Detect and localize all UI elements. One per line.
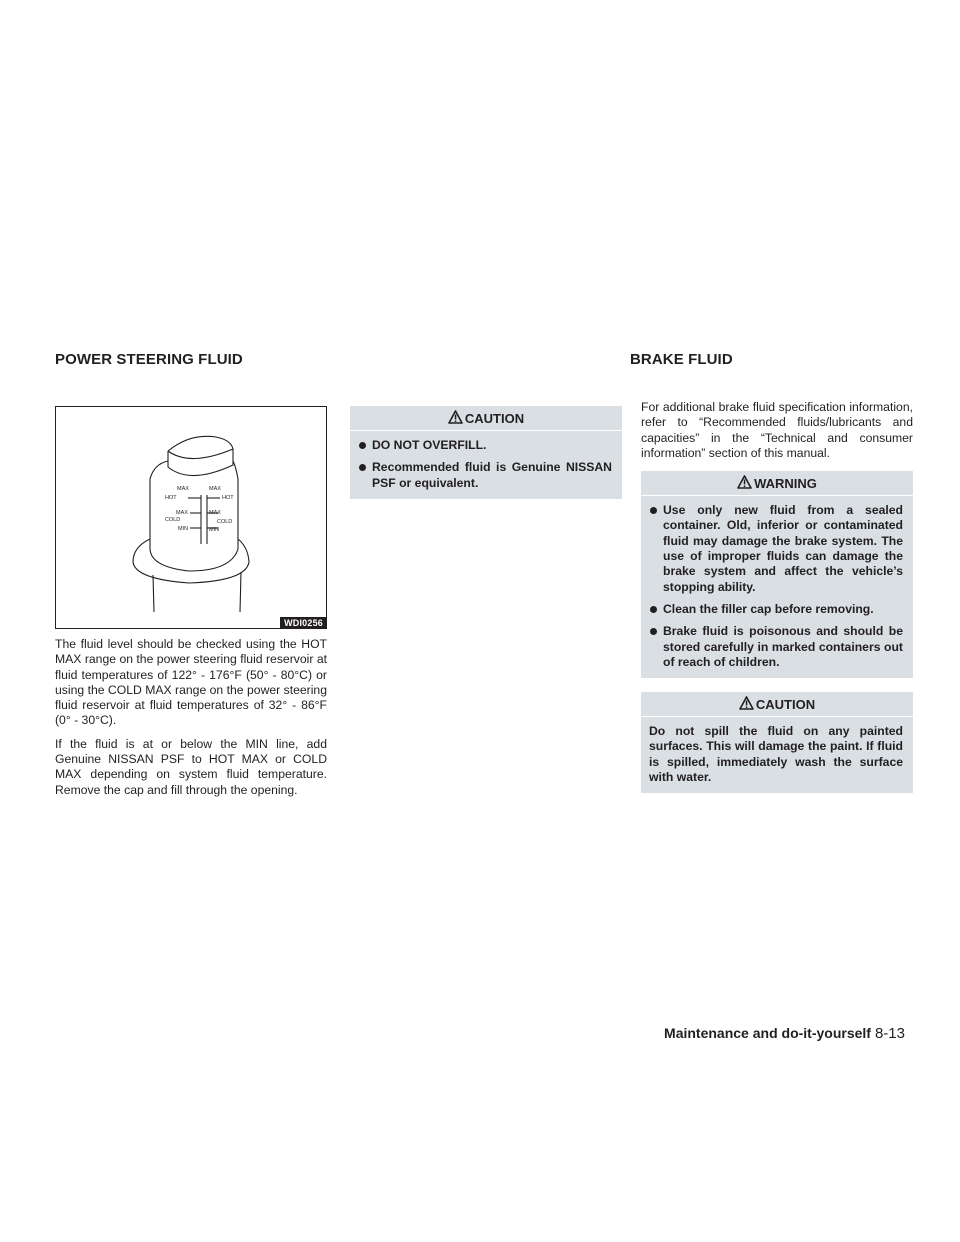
power-steering-caution-column [350,406,622,499]
page-footer [664,1025,905,1042]
power-steering-caution-box [350,406,622,499]
label-left-max-top: MAX [177,486,189,492]
brake-fluid-warning-box [641,471,913,678]
warning-triangle-icon [737,475,752,489]
caution-item: DO NOT OVERFILL. [358,438,612,453]
warning-item: Use only new fluid from a sealed container. Old, inferior or contaminated fluid may damage the brake system. The use of improper fluids can damage the brake system and affect the vehicle’s stopping ability. [649,503,903,595]
brake-fluid-heading: BRAKE FLUID [630,351,733,368]
brake-fluid-intro: For additional brake fluid specification information, refer to “Recommended fluids/lubricants and capacities” in the “Technical and consumer information” section of this manual. [641,400,913,460]
label-left-max: MAX [176,510,188,516]
label-left-cold: COLD [165,517,181,523]
figure-code: WDI0256 [280,617,326,628]
caution-item: Recommended fluid is Genuine NISSAN PSF or equivalent. [358,460,612,491]
reservoir-drawing [56,407,326,628]
brake-fluid-column [641,400,913,793]
label-left-hot: HOT [165,495,177,501]
power-steering-fluid-heading: POWER STEERING FLUID [55,351,243,368]
warning-triangle-icon [739,696,754,710]
label-right-max-top: MAX [209,486,221,492]
warning-body [641,496,913,678]
power-steering-paragraph-2: If the fluid is at or below the MIN line, add Genuine NISSAN PSF to HOT MAX or COLD MAX depending on system fluid temperature. Remove the cap and fill through the opening. [55,736,327,797]
label-right-cold: COLD [217,519,233,525]
label-left-min: MIN [178,526,189,532]
warning-triangle-icon [448,410,463,424]
caution-text: Do not spill the fluid on any painted surfaces. This will damage the paint. If fluid is spilled, immediately wash the surface with water. [649,724,903,785]
power-steering-column [55,406,327,798]
caution-title [641,692,913,717]
page-number: 8-13 [874,1025,905,1042]
brake-fluid-caution-box [641,692,913,793]
reservoir-illustration [55,406,327,629]
label-right-min: MIN [209,527,220,533]
power-steering-paragraph-1: The fluid level should be checked using the HOT MAX range on the power steering fluid reservoir at fluid temperatures of 122° - 176°F (50° - 80°C) or using the COLD MAX range on the power steering fluid reservoir at fluid temperatures of 32° - 86°F (0° - 30°C). [55,637,327,728]
caution-title-text: CAUTION [464,410,525,426]
warning-title [641,471,913,496]
caution-body [350,431,622,499]
caution-title [350,406,622,431]
caution-body [641,717,913,793]
footer-section-title: Maintenance and do-it-yourself [664,1025,871,1041]
caution-title-text: CAUTION [755,696,816,712]
label-right-max: MAX [209,510,221,516]
warning-item: Brake fluid is poisonous and should be stored carefully in marked containers out of reach of children. [649,624,903,670]
label-right-hot: HOT [222,495,234,501]
warning-title-text: WARNING [754,475,817,491]
warning-item: Clean the filler cap before removing. [649,602,903,617]
